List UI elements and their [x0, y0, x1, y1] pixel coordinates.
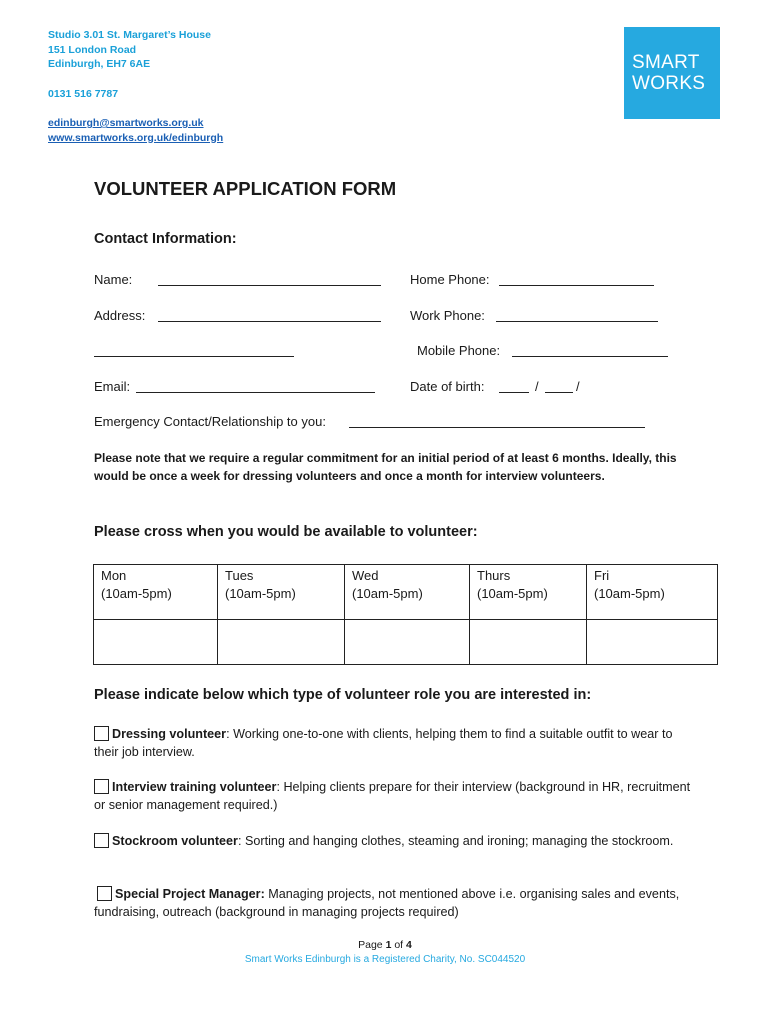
page-current: 1: [385, 939, 392, 951]
mobile-phone-label: Mobile Phone:: [417, 343, 501, 358]
role-description: Managing projects, not mentioned above i.e. organising sales and events, fundraising, outreach (background in managing projects required): [94, 887, 680, 919]
mobile-phone-field[interactable]: [512, 345, 668, 357]
role-title: Special Project Manager:: [115, 887, 265, 901]
charity-notice: Smart Works Edinburgh is a Registered Charity, No. SC044520: [244, 954, 526, 965]
day-hours: (10am-5pm): [594, 586, 665, 601]
role-description: : Helping clients prepare for their interview (background in HR, recruitment or senior management required.): [94, 780, 691, 812]
role-item-special-project: [94, 885, 694, 921]
form-title: VOLUNTEER APPLICATION FORM: [94, 178, 397, 199]
availability-cell-wed[interactable]: [345, 620, 470, 665]
address-line-1: Studio 3.01 St. Margaret’s House: [48, 29, 211, 41]
role-title: Interview training volunteer: [112, 780, 277, 794]
dob-separator: /: [535, 379, 539, 394]
day-hours: (10am-5pm): [101, 586, 172, 601]
home-phone-label: Home Phone:: [410, 272, 490, 287]
dob-separator: /: [576, 379, 580, 394]
dob-label: Date of birth:: [410, 379, 485, 394]
day-name: Wed: [352, 568, 379, 583]
day-header-cell: [345, 565, 470, 620]
page-number: [0, 939, 770, 951]
email-link[interactable]: edinburgh@smartworks.org.uk: [48, 117, 204, 129]
day-hours: (10am-5pm): [225, 586, 296, 601]
emergency-contact-label: Emergency Contact/Relationship to you:: [94, 414, 326, 429]
email-label: Email:: [94, 379, 131, 394]
home-phone-field[interactable]: [499, 274, 654, 286]
address-label: Address:: [94, 308, 146, 323]
page-total: 4: [406, 939, 412, 951]
dob-day-field[interactable]: [499, 381, 529, 393]
day-header-cell: [587, 565, 718, 620]
address-block: [48, 28, 223, 145]
table-row: [94, 565, 718, 620]
commitment-note: Please note that we require a regular commitment for an initial period of at least 6 months. Ideally, this would be once a week for dressing volunteers and once a month for interview volunteers.: [94, 451, 677, 483]
role-item-interview: [94, 778, 694, 814]
day-hours: (10am-5pm): [352, 586, 423, 601]
address-line-2: 151 London Road: [48, 43, 137, 56]
smart-works-logo: [624, 27, 720, 119]
emergency-contact-field[interactable]: [349, 416, 645, 428]
day-name: Mon: [101, 568, 127, 583]
work-phone-field[interactable]: [496, 310, 658, 322]
logo-line-2: WORKS: [632, 73, 706, 94]
availability-cell-fri[interactable]: [587, 620, 718, 665]
email-field[interactable]: [136, 381, 375, 393]
availability-heading: Please cross when you would be available to volunteer:: [94, 524, 478, 540]
availability-cell-mon[interactable]: [94, 620, 218, 665]
contact-heading: Contact Information:: [94, 231, 237, 247]
special-project-checkbox[interactable]: [97, 886, 112, 901]
name-label: Name:: [94, 272, 133, 287]
day-name: Fri: [594, 568, 610, 583]
dob-month-field[interactable]: [545, 381, 573, 393]
day-name: Thurs: [477, 568, 511, 583]
work-phone-label: Work Phone:: [410, 308, 485, 323]
phone-number: 0131 516 7787: [48, 87, 119, 100]
day-header-cell: [218, 565, 345, 620]
day-header-cell: [470, 565, 587, 620]
availability-cell-thurs[interactable]: [470, 620, 587, 665]
role-title: Dressing volunteer: [112, 727, 227, 741]
address-field-line-2[interactable]: [94, 345, 294, 357]
interview-checkbox[interactable]: [94, 779, 109, 794]
day-name: Tues: [225, 568, 254, 583]
role-description: : Sorting and hanging clothes, steaming and ironing; managing the stockroom.: [237, 834, 674, 848]
page-of: of: [394, 939, 404, 951]
website-link[interactable]: www.smartworks.org.uk/edinburgh: [48, 131, 224, 144]
logo-line-1: SMART: [632, 52, 700, 73]
role-title: Stockroom volunteer: [112, 834, 238, 848]
name-field[interactable]: [158, 274, 381, 286]
address-field[interactable]: [158, 310, 381, 322]
roles-heading: Please indicate below which type of volunteer role you are interested in:: [94, 687, 592, 703]
address-line-3: Edinburgh, EH7 6AE: [48, 58, 151, 70]
availability-table: [93, 564, 718, 665]
availability-cell-tues[interactable]: [218, 620, 345, 665]
stockroom-checkbox[interactable]: [94, 833, 109, 848]
table-row: [94, 620, 718, 665]
role-item-dressing: [94, 725, 694, 761]
role-description: : Working one-to-one with clients, helping them to find a suitable outfit to wear to their job interview.: [94, 727, 673, 759]
day-hours: (10am-5pm): [477, 586, 548, 601]
page-prefix: Page: [358, 939, 383, 951]
day-header-cell: [94, 565, 218, 620]
dressing-checkbox[interactable]: [94, 726, 109, 741]
role-item-stockroom: [94, 832, 694, 850]
